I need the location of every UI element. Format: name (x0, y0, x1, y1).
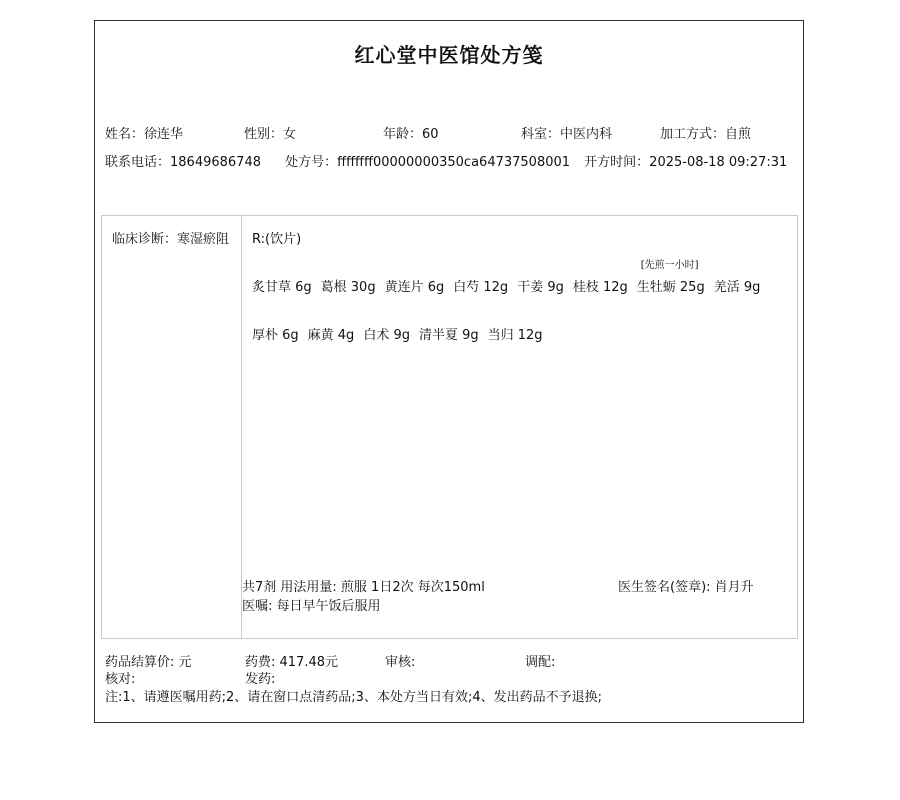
page-title: 红心堂中医馆处方笺 (354, 43, 544, 67)
herb-item: 厚朴 6g (252, 328, 299, 343)
fee-row (105, 651, 795, 669)
preparation-field: 调配: (525, 655, 556, 670)
herb-item: 黄连片 6g (384, 280, 445, 295)
herb-note: [先煎一小时] (640, 260, 699, 271)
medical-advice: 医嘱: 每日早午饭后服用 (242, 599, 381, 614)
settlement-price: 药品结算价: 元 (105, 655, 192, 670)
phone: 联系电话：18649686748 (105, 155, 261, 170)
herb-item: 葛根 30g (320, 280, 376, 295)
prescription-sheet (94, 20, 804, 723)
herb-item: 白术 9g (363, 328, 410, 343)
prescription-box (101, 215, 798, 639)
drug-fee: 药费: 417.48元 (245, 655, 338, 670)
herb-item: 清半夏 9g (418, 328, 479, 343)
clinical-diagnosis: 临床诊断：寒湿瘀阻 (112, 232, 230, 247)
herb-row-2 (252, 324, 552, 343)
department: 科室：中医内科 (521, 127, 613, 142)
patient-info-row (105, 123, 795, 141)
herb-item: 炙甘草 6g (252, 280, 312, 295)
herb-item: 麻黄 4g (307, 328, 355, 343)
herb-item: [先煎一小时] 生牡蛎 25g (637, 276, 705, 295)
herb-item: 白芍 12g (453, 280, 509, 295)
dosage-usage: 共7剂 用法用量: 煎服 1日2次 每次150ml (242, 580, 485, 595)
prescription-number: 处方号：ffffffff00000000350ca64737508001 (285, 155, 571, 170)
herb-item: 干姜 9g (517, 280, 564, 295)
doctor-signature: 医生签名(签章): 肖月升 (618, 580, 754, 595)
check-row (105, 668, 795, 686)
diagnosis-column (102, 216, 242, 638)
review-field: 审核: (385, 655, 416, 670)
issue-field: 发药: (245, 672, 276, 687)
herb-item: 当归 12g (487, 328, 543, 343)
patient-name: 姓名：徐连华 (105, 127, 184, 142)
prescription-time: 开方时间：2025-08-18 09:27:31 (584, 155, 788, 170)
herb-row-1 (252, 260, 769, 295)
herb-item: 桂枝 12g (572, 280, 628, 295)
rx-label: R:(饮片) (252, 232, 302, 247)
check-field: 核对: (105, 672, 136, 687)
patient-gender: 性别：女 (244, 127, 297, 142)
patient-age: 年龄：60 (383, 127, 439, 142)
processing-method: 加工方式：自煎 (660, 127, 752, 142)
herb-item: 羌活 9g (713, 280, 761, 295)
contact-info-row (105, 151, 807, 170)
footer-notes: 注:1、请遵医嘱用药;2、请在窗口点清药品;3、本处方当日有效;4、发出药品不予退换; (105, 690, 602, 705)
